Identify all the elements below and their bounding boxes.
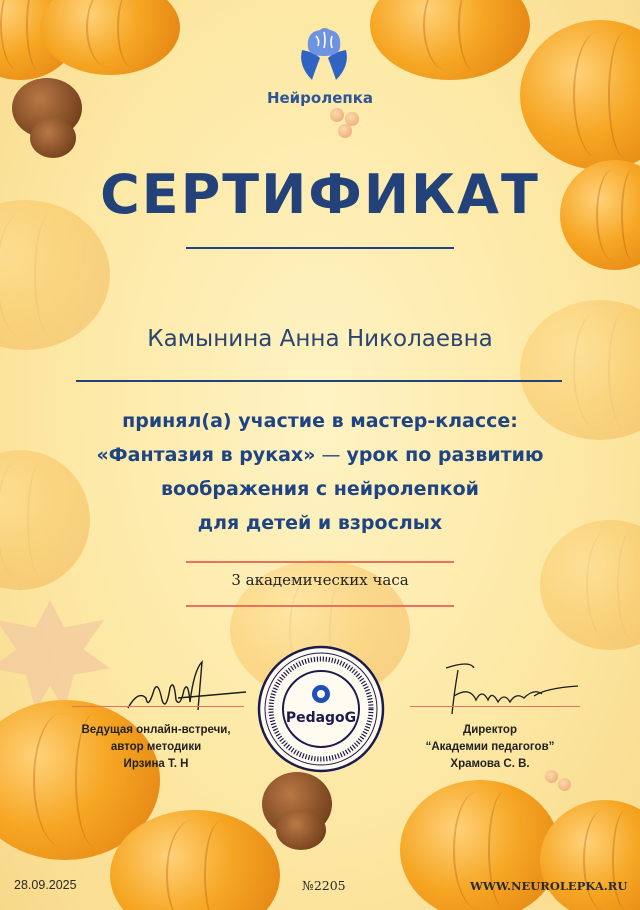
hours-top-rule	[186, 561, 454, 563]
name-underline	[76, 380, 562, 382]
issue-date: 28.09.2025	[14, 878, 77, 892]
title-underline	[186, 247, 454, 249]
signer-role: Ведущая онлайн-встречи,	[81, 724, 231, 736]
signature-right-icon	[430, 648, 580, 728]
academic-hours: 3 академических часа	[231, 571, 409, 589]
signer-organization: “Академии педагогов”	[425, 741, 555, 753]
certificate-title: СЕРТИФИКАТ	[100, 163, 540, 226]
participation-description	[40, 404, 600, 540]
description-line: воображения с нейролепкой	[161, 478, 479, 500]
pumpkin-decoration	[540, 800, 640, 910]
stamp-seal-icon	[256, 644, 386, 774]
nut-decoration	[30, 118, 76, 158]
workshop-title: «Фантазия в руках»	[96, 444, 316, 466]
stamp-center-text: PedagoG	[285, 710, 357, 726]
hours-bottom-rule	[186, 605, 454, 607]
signer-name: Ирзина Т. Н	[123, 758, 189, 770]
brand-name: Нейролепка	[266, 89, 374, 107]
description-dash: —	[315, 444, 347, 466]
berry-decoration	[330, 108, 344, 122]
berry-decoration	[558, 778, 571, 791]
signature-right-line	[410, 706, 580, 707]
berry-decoration	[338, 124, 352, 138]
description-line	[40, 438, 600, 472]
pumpkin-decoration	[370, 0, 530, 80]
signature-left-icon	[118, 650, 248, 730]
recipient-name: Камынина Анна Николаевна	[147, 326, 493, 352]
certificate-number: №2205	[302, 878, 346, 893]
brain-hands-logo-icon	[294, 22, 354, 86]
signature-left-caption	[56, 722, 256, 773]
signature-left-line	[72, 706, 244, 707]
signer-role: Директор	[463, 724, 517, 736]
signature-right-caption	[390, 722, 590, 773]
leaf-decoration	[0, 600, 110, 710]
description-line: для детей и взрослых	[197, 512, 443, 534]
signer-name: Храмова С. В.	[450, 758, 530, 770]
website-url: WWW.NEUROLEPKA.RU	[470, 879, 628, 893]
description-line: принял(а) участие в мастер-классе:	[122, 410, 518, 432]
nut-decoration	[276, 810, 326, 850]
signer-role: автор методики	[110, 741, 202, 753]
description-text: урок по развитию	[346, 444, 544, 466]
